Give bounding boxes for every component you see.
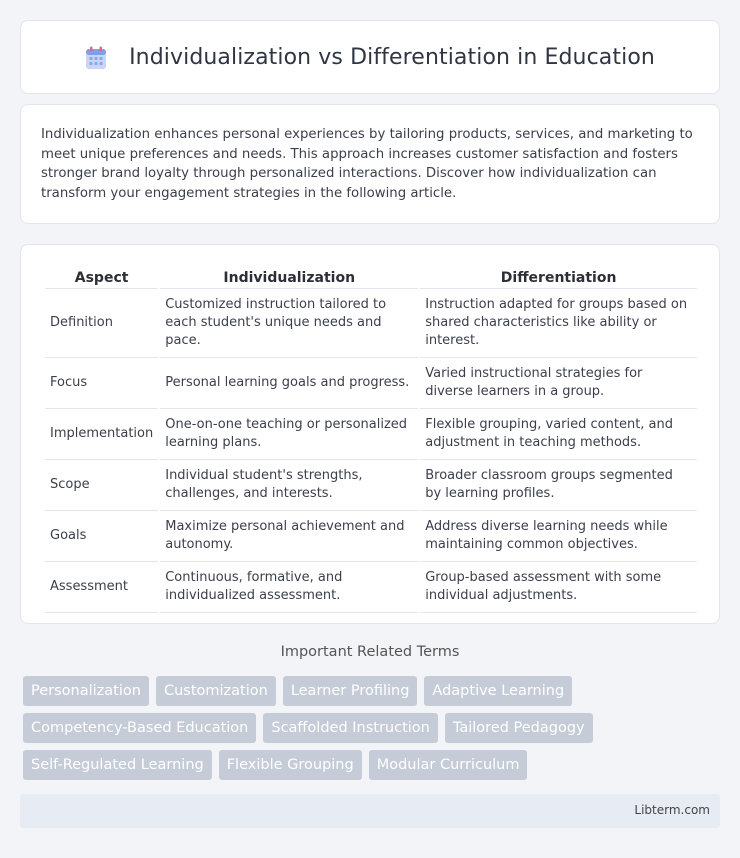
aspect-cell: Scope xyxy=(45,460,158,511)
comparison-table-card xyxy=(20,244,720,624)
title-card xyxy=(20,20,720,94)
term-tag[interactable]: Competency-Based Education xyxy=(23,713,256,743)
individualization-cell: Customized instruction tailored to each student's unique needs and pace. xyxy=(160,289,418,358)
related-terms-heading: Important Related Terms xyxy=(280,644,460,660)
footer-site-link[interactable]: Libterm.com xyxy=(634,803,710,817)
term-tag[interactable]: Personalization xyxy=(23,676,149,706)
intro-text: Individualization enhances personal experiences by tailoring products, services, and marketing to meet unique preferences and needs. This approach increases customer satisfaction and fosters stronger brand loyalty through personalized interactions. Discover how individualization can transform your engagement strategies in the following article. xyxy=(41,127,693,201)
table-row xyxy=(45,409,697,460)
aspect-cell: Definition xyxy=(45,289,158,358)
individualization-cell: One-on-one teaching or personalized learning plans. xyxy=(160,409,418,460)
term-tag[interactable]: Customization xyxy=(156,676,276,706)
differentiation-cell: Group-based assessment with some individual adjustments. xyxy=(420,562,697,613)
term-tag[interactable]: Flexible Grouping xyxy=(219,750,362,780)
aspect-cell: Focus xyxy=(45,358,158,409)
term-tag[interactable]: Learner Profiling xyxy=(283,676,418,706)
footer xyxy=(20,794,720,828)
table-row xyxy=(45,289,697,358)
term-tag[interactable]: Adaptive Learning xyxy=(424,676,572,706)
intro-card xyxy=(20,104,720,224)
header-individualization: Individualization xyxy=(160,265,418,289)
differentiation-cell: Broader classroom groups segmented by learning profiles. xyxy=(420,460,697,511)
individualization-cell: Individual student's strengths, challenges, and interests. xyxy=(160,460,418,511)
differentiation-cell: Flexible grouping, varied content, and adjustment in teaching methods. xyxy=(420,409,697,460)
differentiation-cell: Varied instructional strategies for diverse learners in a group. xyxy=(420,358,697,409)
aspect-cell: Assessment xyxy=(45,562,158,613)
differentiation-cell: Instruction adapted for groups based on shared characteristics like ability or interest. xyxy=(420,289,697,358)
aspect-cell: Implementation xyxy=(45,409,158,460)
term-tag[interactable]: Modular Curriculum xyxy=(369,750,528,780)
related-terms xyxy=(23,676,723,787)
comparison-table xyxy=(43,265,699,613)
related-terms-row xyxy=(23,750,723,780)
table-row xyxy=(45,460,697,511)
table-row xyxy=(45,511,697,562)
individualization-cell: Maximize personal achievement and autonomy. xyxy=(160,511,418,562)
differentiation-cell: Address diverse learning needs while maintaining common objectives. xyxy=(420,511,697,562)
page-title: Individualization vs Differentiation in Education xyxy=(129,44,655,70)
term-tag[interactable]: Tailored Pedagogy xyxy=(445,713,593,743)
table-row xyxy=(45,562,697,613)
table-header-row xyxy=(45,265,697,289)
individualization-cell: Continuous, formative, and individualized assessment. xyxy=(160,562,418,613)
table-row xyxy=(45,358,697,409)
header-aspect: Aspect xyxy=(45,265,158,289)
calendar-grid-icon xyxy=(85,46,107,68)
related-terms-row xyxy=(23,676,723,706)
aspect-cell: Goals xyxy=(45,511,158,562)
header-differentiation: Differentiation xyxy=(420,265,697,289)
individualization-cell: Personal learning goals and progress. xyxy=(160,358,418,409)
term-tag[interactable]: Scaffolded Instruction xyxy=(263,713,438,743)
related-terms-row xyxy=(23,713,723,743)
term-tag[interactable]: Self-Regulated Learning xyxy=(23,750,212,780)
